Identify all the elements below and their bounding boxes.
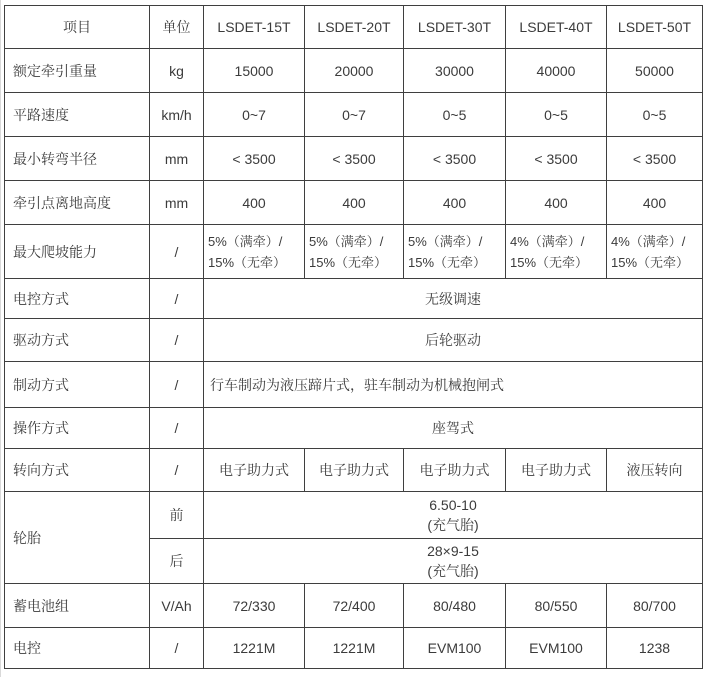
header-cell-model-20t: LSDET-20T <box>305 6 404 49</box>
unit-cell: / <box>150 449 204 492</box>
table-row-operation-mode <box>5 408 703 449</box>
value-cell: 电子助力式 <box>204 449 305 492</box>
value-cell-tire-rear <box>204 539 703 584</box>
row-label-drive-mode: 驱动方式 <box>5 319 150 362</box>
tire-type-front: (充气胎) <box>427 517 479 533</box>
row-label-flat-road-speed: 平路速度 <box>5 93 150 137</box>
unit-cell: / <box>150 408 204 449</box>
unit-cell: / <box>150 225 204 279</box>
row-label-rated-traction-weight: 额定牵引重量 <box>5 49 150 93</box>
unit-cell: V/Ah <box>150 584 204 628</box>
value-cell <box>305 225 404 279</box>
table-row-min-turning-radius <box>5 137 703 181</box>
value-cell: 400 <box>607 181 703 225</box>
grade-line-no-load: 15%（无牵） <box>208 254 287 270</box>
grade-line-no-load: 15%（无牵） <box>309 254 388 270</box>
row-label-brake-mode: 制动方式 <box>5 362 150 408</box>
value-cell-span: 无级调速 <box>204 279 703 319</box>
table-row-max-gradeability <box>5 225 703 279</box>
value-cell: EVM100 <box>404 628 506 669</box>
grade-line-full-load: 5%（满牵）/ <box>208 233 283 249</box>
row-label-operation-mode: 操作方式 <box>5 408 150 449</box>
grade-line-full-load: 5%（满牵）/ <box>408 233 483 249</box>
header-cell-model-30t: LSDET-30T <box>404 6 506 49</box>
unit-cell: / <box>150 279 204 319</box>
value-cell <box>607 225 703 279</box>
value-cell: 80/700 <box>607 584 703 628</box>
value-cell: 1238 <box>607 628 703 669</box>
row-label-tires: 轮胎 <box>5 492 150 584</box>
value-cell: < 3500 <box>204 137 305 181</box>
grade-line-full-load: 4%（满牵）/ <box>611 233 686 249</box>
table-row-tires-front <box>5 492 703 539</box>
value-cell: < 3500 <box>305 137 404 181</box>
value-cell: EVM100 <box>506 628 607 669</box>
header-cell-model-15t: LSDET-15T <box>204 6 305 49</box>
value-cell-span: 座驾式 <box>204 408 703 449</box>
value-cell: 15000 <box>204 49 305 93</box>
value-cell: 400 <box>404 181 506 225</box>
row-label-controller: 电控 <box>5 628 150 669</box>
row-label-max-gradeability: 最大爬坡能力 <box>5 225 150 279</box>
grade-line-no-load: 15%（无牵） <box>408 254 487 270</box>
row-label-traction-point-height: 牵引点离地高度 <box>5 181 150 225</box>
table-row-controller <box>5 628 703 669</box>
value-cell: 72/400 <box>305 584 404 628</box>
table-row-battery-pack <box>5 584 703 628</box>
spec-table <box>4 5 703 669</box>
value-cell: 400 <box>305 181 404 225</box>
grade-line-full-load: 4%（满牵）/ <box>510 233 585 249</box>
value-cell: 1221M <box>305 628 404 669</box>
value-cell: 0~7 <box>204 93 305 137</box>
unit-cell: mm <box>150 137 204 181</box>
tire-type-rear: (充气胎) <box>427 563 479 579</box>
grade-line-no-load: 15%（无牵） <box>510 254 589 270</box>
value-cell: 40000 <box>506 49 607 93</box>
value-cell: 1221M <box>204 628 305 669</box>
value-cell: 电子助力式 <box>305 449 404 492</box>
tire-position-front: 前 <box>150 492 204 539</box>
row-label-min-turning-radius: 最小转弯半径 <box>5 137 150 181</box>
value-cell: 液压转向 <box>607 449 703 492</box>
value-cell: 50000 <box>607 49 703 93</box>
table-row-brake-mode <box>5 362 703 408</box>
value-cell <box>204 225 305 279</box>
value-cell-span: 行车制动为液压蹄片式，驻车制动为机械抱闸式 <box>204 362 703 408</box>
header-cell-item: 项目 <box>5 6 150 49</box>
value-cell <box>506 225 607 279</box>
tire-position-rear: 后 <box>150 539 204 584</box>
tire-spec-front: 6.50-10 <box>429 497 477 513</box>
value-cell: < 3500 <box>506 137 607 181</box>
value-cell: 0~5 <box>506 93 607 137</box>
value-cell-span: 后轮驱动 <box>204 319 703 362</box>
value-cell: 电子助力式 <box>404 449 506 492</box>
grade-line-no-load: 15%（无牵） <box>611 254 690 270</box>
table-row-traction-point-height <box>5 181 703 225</box>
unit-cell: / <box>150 319 204 362</box>
row-label-steering-mode: 转向方式 <box>5 449 150 492</box>
header-cell-model-50t: LSDET-50T <box>607 6 703 49</box>
value-cell: 电子助力式 <box>506 449 607 492</box>
header-row <box>5 6 703 49</box>
value-cell: 80/550 <box>506 584 607 628</box>
unit-cell: kg <box>150 49 204 93</box>
row-label-battery-pack: 蓄电池组 <box>5 584 150 628</box>
unit-cell: km/h <box>150 93 204 137</box>
value-cell: 400 <box>204 181 305 225</box>
unit-cell: mm <box>150 181 204 225</box>
grade-line-full-load: 5%（满牵）/ <box>309 233 384 249</box>
value-cell <box>404 225 506 279</box>
value-cell: 0~5 <box>404 93 506 137</box>
value-cell: 30000 <box>404 49 506 93</box>
table-row-speed-control-mode <box>5 279 703 319</box>
table-row-drive-mode <box>5 319 703 362</box>
value-cell: < 3500 <box>404 137 506 181</box>
tire-spec-rear: 28×9-15 <box>427 543 479 559</box>
row-label-speed-control-mode: 电控方式 <box>5 279 150 319</box>
value-cell: 80/480 <box>404 584 506 628</box>
value-cell: 400 <box>506 181 607 225</box>
header-cell-model-40t: LSDET-40T <box>506 6 607 49</box>
value-cell: 72/330 <box>204 584 305 628</box>
table-row-rated-traction-weight <box>5 49 703 93</box>
value-cell-tire-front <box>204 492 703 539</box>
header-cell-unit: 单位 <box>150 6 204 49</box>
value-cell: 20000 <box>305 49 404 93</box>
table-row-steering-mode <box>5 449 703 492</box>
value-cell: < 3500 <box>607 137 703 181</box>
value-cell: 0~5 <box>607 93 703 137</box>
table-row-flat-road-speed <box>5 93 703 137</box>
value-cell: 0~7 <box>305 93 404 137</box>
unit-cell: / <box>150 362 204 408</box>
unit-cell: / <box>150 628 204 669</box>
